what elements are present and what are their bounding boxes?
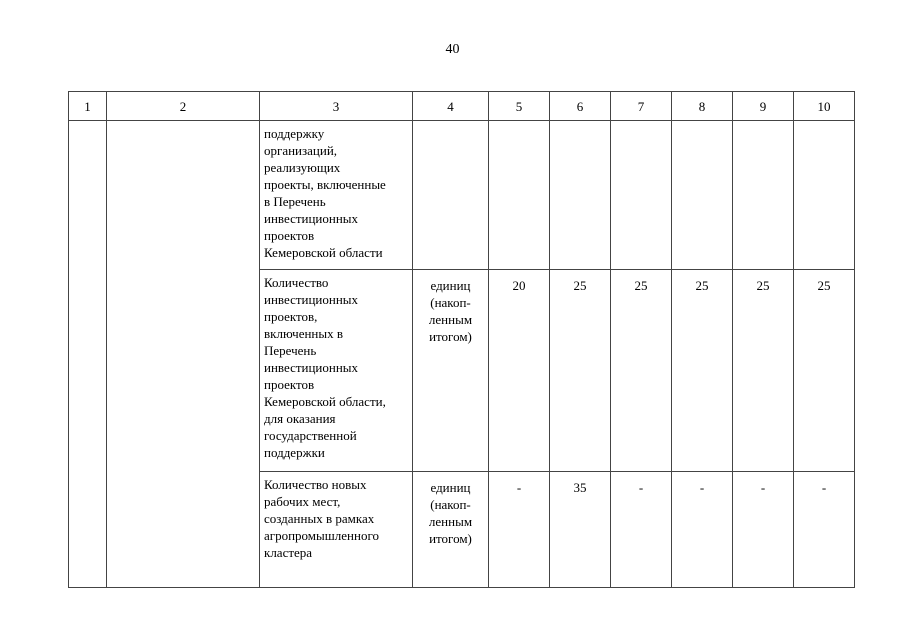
cell-col-1 xyxy=(69,121,107,588)
unit-cell xyxy=(413,121,489,270)
value-cell: - xyxy=(611,472,672,588)
indicator-line: инвестиционных xyxy=(264,292,359,307)
column-header-6: 6 xyxy=(550,92,611,121)
indicator-line: Перечень xyxy=(264,343,317,358)
unit-line: ленным xyxy=(428,514,473,529)
value-cell xyxy=(794,121,855,270)
cell-col-2 xyxy=(107,121,260,588)
indicator-line: инвестиционных xyxy=(264,211,359,226)
data-table xyxy=(68,91,855,588)
indicator-line: проектов xyxy=(264,228,315,243)
column-header-1: 1 xyxy=(69,92,107,121)
column-header-5: 5 xyxy=(489,92,550,121)
indicator-line: для оказания xyxy=(264,411,336,426)
indicator-line: в Перечень xyxy=(264,194,326,209)
value-cell: - xyxy=(794,472,855,588)
unit-cell xyxy=(413,270,489,472)
column-header-4: 4 xyxy=(413,92,489,121)
value-cell: 25 xyxy=(611,270,672,472)
indicator-line: проектов, xyxy=(264,309,318,324)
indicator-cell xyxy=(260,472,413,588)
value-cell: 25 xyxy=(733,270,794,472)
value-cell xyxy=(611,121,672,270)
value-cell: 25 xyxy=(794,270,855,472)
unit-line: единиц xyxy=(430,480,471,495)
indicator-line: Количество новых xyxy=(264,477,367,492)
value-cell: - xyxy=(733,472,794,588)
value-cell: 20 xyxy=(489,270,550,472)
unit-cell xyxy=(413,472,489,588)
unit-line: итогом) xyxy=(429,531,472,546)
indicator-line: Кемеровской области, xyxy=(264,394,386,409)
indicator-line: поддержки xyxy=(264,445,325,460)
value-cell: - xyxy=(672,472,733,588)
table-row xyxy=(69,121,855,270)
page-number: 40 xyxy=(445,42,460,57)
indicator-line: организаций, xyxy=(264,143,338,158)
unit-line: ленным xyxy=(428,312,473,327)
indicator-line: созданных в рамках xyxy=(264,511,375,526)
value-cell: - xyxy=(489,472,550,588)
value-cell xyxy=(550,121,611,270)
indicator-line: инвестиционных xyxy=(264,360,359,375)
indicator-line: кластера xyxy=(264,545,313,560)
value-cell xyxy=(733,121,794,270)
unit-line: итогом) xyxy=(429,329,472,344)
column-header-3: 3 xyxy=(260,92,413,121)
indicator-line: Кемеровской области xyxy=(264,245,383,260)
value-cell: 35 xyxy=(550,472,611,588)
indicator-line: рабочих мест, xyxy=(264,494,341,509)
table-header-row xyxy=(69,92,855,121)
indicator-cell xyxy=(260,121,413,270)
unit-line: (накоп- xyxy=(430,295,471,310)
value-cell: 25 xyxy=(672,270,733,472)
value-cell: 25 xyxy=(550,270,611,472)
indicator-cell xyxy=(260,270,413,472)
indicator-line: включенных в xyxy=(264,326,344,341)
indicator-line: поддержку xyxy=(264,126,325,141)
unit-line: (накоп- xyxy=(430,497,471,512)
indicator-line: проекты, включенные xyxy=(264,177,386,192)
unit-line: единиц xyxy=(430,278,471,293)
indicator-line: государственной xyxy=(264,428,357,443)
column-header-2: 2 xyxy=(107,92,260,121)
column-header-10: 10 xyxy=(794,92,855,121)
indicator-line: Количество xyxy=(264,275,329,290)
column-header-7: 7 xyxy=(611,92,672,121)
column-header-8: 8 xyxy=(672,92,733,121)
indicator-line: реализующих xyxy=(264,160,341,175)
indicator-line: проектов xyxy=(264,377,315,392)
value-cell xyxy=(672,121,733,270)
indicator-line: агропромышленного xyxy=(264,528,379,543)
column-header-9: 9 xyxy=(733,92,794,121)
value-cell xyxy=(489,121,550,270)
